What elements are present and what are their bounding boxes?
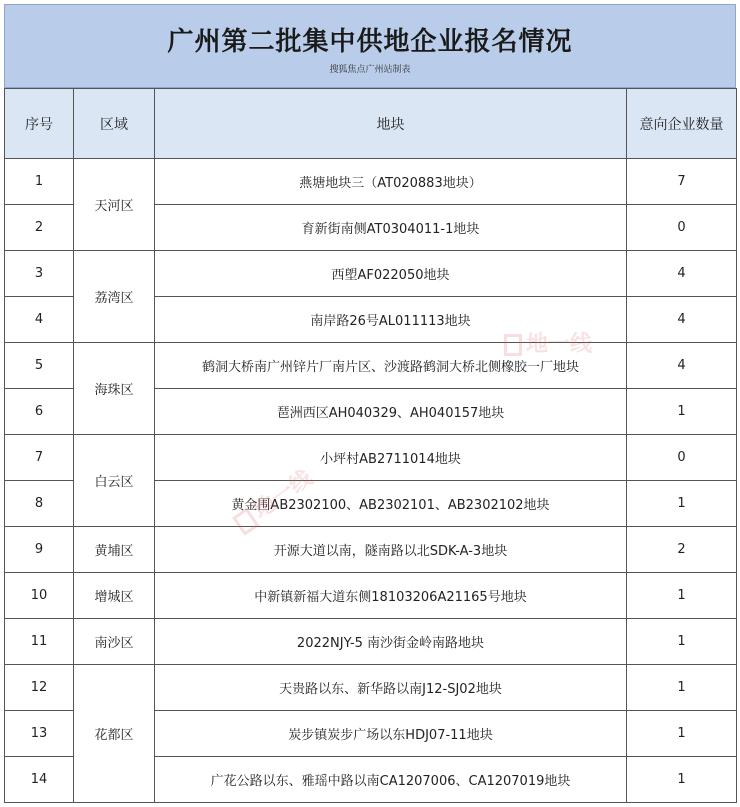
row-district: 花都区 — [74, 665, 155, 803]
header-plot: 地块 — [155, 89, 627, 159]
row-no: 11 — [5, 619, 74, 665]
title-banner — [4, 4, 736, 88]
row-plot: 小坪村AB2711014地块 — [155, 435, 627, 481]
table-row — [5, 343, 737, 389]
header-no: 序号 — [5, 89, 74, 159]
table-row — [5, 665, 737, 711]
row-district: 白云区 — [74, 435, 155, 527]
row-district: 荔湾区 — [74, 251, 155, 343]
watermark-text: 地一线 — [526, 332, 593, 357]
row-district: 黄埔区 — [74, 527, 155, 573]
table-row — [5, 435, 737, 481]
row-plot: 2022NJY-5 南沙街金岭南路地块 — [155, 619, 627, 665]
table-row — [5, 159, 737, 205]
row-district: 南沙区 — [74, 619, 155, 665]
row-count: 0 — [627, 435, 737, 481]
row-district: 天河区 — [74, 159, 155, 251]
header-row — [5, 89, 737, 159]
row-count: 4 — [627, 251, 737, 297]
row-count: 1 — [627, 665, 737, 711]
land-supply-sheet — [4, 4, 736, 803]
row-no: 9 — [5, 527, 74, 573]
row-plot: 炭步镇炭步广场以东HDJ07-11地块 — [155, 711, 627, 757]
row-plot: 黄金围AB2302100、AB2302101、AB2302102地块 — [155, 481, 627, 527]
row-count: 0 — [627, 205, 737, 251]
row-no: 10 — [5, 573, 74, 619]
row-no: 12 — [5, 665, 74, 711]
table-row — [5, 619, 737, 665]
row-no: 1 — [5, 159, 74, 205]
row-plot: 广花公路以东、雅瑶中路以南CA1207006、CA1207019地块 — [155, 757, 627, 803]
row-no: 8 — [5, 481, 74, 527]
row-no: 4 — [5, 297, 74, 343]
row-no: 3 — [5, 251, 74, 297]
table-row — [5, 527, 737, 573]
sheet-subtitle: 搜狐焦点广州站制表 — [329, 65, 411, 75]
row-count: 1 — [627, 619, 737, 665]
table-row — [5, 251, 737, 297]
header-district: 区域 — [74, 89, 155, 159]
row-plot: 燕塘地块三（AT020883地块） — [155, 159, 627, 205]
row-plot: 琶洲西区AH040329、AH040157地块 — [155, 389, 627, 435]
row-count: 2 — [627, 527, 737, 573]
row-district: 增城区 — [74, 573, 155, 619]
row-count: 1 — [627, 757, 737, 803]
row-plot: 鹤洞大桥南广州锌片厂南片区、沙渡路鹤洞大桥北侧橡胶一厂地块 — [155, 343, 627, 389]
registration-table — [4, 88, 737, 803]
row-count: 1 — [627, 389, 737, 435]
header-count: 意向企业数量 — [627, 89, 737, 159]
row-count: 1 — [627, 481, 737, 527]
row-plot: 天贵路以东、新华路以南J12-SJ02地块 — [155, 665, 627, 711]
row-no: 5 — [5, 343, 74, 389]
row-plot: 西塱AF022050地块 — [155, 251, 627, 297]
row-no: 6 — [5, 389, 74, 435]
row-no: 7 — [5, 435, 74, 481]
row-count: 4 — [627, 343, 737, 389]
row-plot: 中新镇新福大道东侧18103206A21165号地块 — [155, 573, 627, 619]
sheet-title: 广州第二批集中供地企业报名情况 — [167, 27, 573, 57]
row-no: 14 — [5, 757, 74, 803]
watermark-text: 地一线 — [248, 465, 318, 525]
row-count: 1 — [627, 711, 737, 757]
row-plot: 育新街南侧AT0304011-1地块 — [155, 205, 627, 251]
row-plot: 开源大道以南，隧南路以北SDK-A-3地块 — [155, 527, 627, 573]
row-count: 4 — [627, 297, 737, 343]
row-count: 1 — [627, 573, 737, 619]
row-district: 海珠区 — [74, 343, 155, 435]
row-count: 7 — [627, 159, 737, 205]
row-no: 2 — [5, 205, 74, 251]
row-no: 13 — [5, 711, 74, 757]
table-row — [5, 573, 737, 619]
row-plot: 南岸路26号AL011113地块 — [155, 297, 627, 343]
